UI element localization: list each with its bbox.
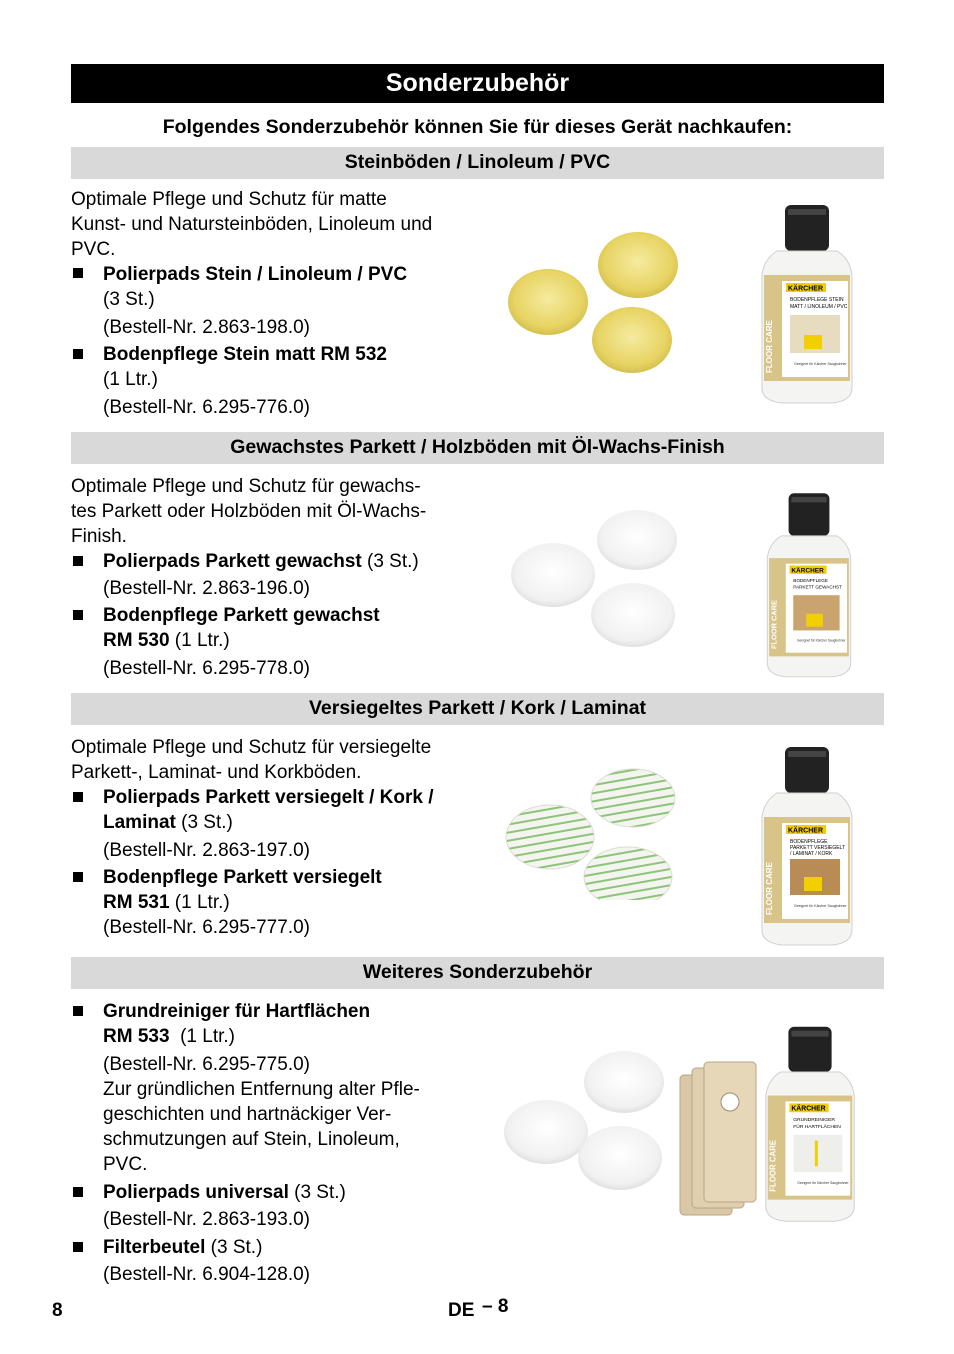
list-item: Bodenpflege Stein matt RM 532 (1 Ltr.) (Bestell-Nr. 6.295-776.0) (103, 344, 387, 418)
list-item: Polierpads Parkett versiegelt / Kork / Laminat (3 St.) (Bestell-Nr. 2.863-197.0) (103, 787, 434, 861)
section-heading-stone: Steinböden / Linoleum / PVC (71, 147, 884, 179)
polishing-pads-yellow-image (500, 210, 720, 380)
polishing-pads-white-image (505, 505, 690, 655)
polishing-pads-green-image (500, 765, 685, 900)
svg-text:FLOOR CARE: FLOOR CARE (765, 862, 774, 915)
svg-text:Geeignet für Kärcher Saugbohne: Geeignet für Kärcher Saugbohner (794, 362, 847, 366)
svg-text:KÄRCHER: KÄRCHER (791, 1105, 826, 1113)
bullet-icon (73, 1242, 83, 1252)
bottle-rm533-image (756, 1020, 864, 1228)
list-item: Bodenpflege Parkett versiegelt RM 531 (1 Ltr.) (Bestell-Nr. 6.295-777.0) (103, 867, 382, 938)
svg-text:/ LAMINAT / KORK: / LAMINAT / KORK (790, 851, 833, 857)
svg-text:Geeignet für Kärcher Saugbohne: Geeignet für Kärcher Saugbohner (797, 1180, 849, 1185)
section-heading-waxed-parquet: Gewachstes Parkett / Holzböden mit Öl-Wachs-Finish (71, 432, 884, 464)
bullet-icon (73, 268, 83, 278)
list-item: Grundreiniger für Hartflächen RM 533 (1 Ltr.) (Bestell-Nr. 6.295-775.0) Zur gründlichen Entfernung alter Pfle- geschichten und hartnäckiger Ver- schmutzungen auf Stein, Linoleum, PVC. (103, 1001, 420, 1175)
svg-text:BODENPFLEGE STEIN: BODENPFLEGE STEIN (790, 297, 844, 303)
section-heading-further-accessories: Weiteres Sonderzubehör (71, 957, 884, 989)
bullet-icon (73, 792, 83, 802)
list-item: Bodenpflege Parkett gewachst RM 530 (1 Ltr.) (Bestell-Nr. 6.295-778.0) (103, 605, 380, 679)
svg-text:FLOOR CARE: FLOOR CARE (765, 320, 774, 373)
svg-text:PARKETT VERSIEGELT: PARKETT VERSIEGELT (790, 845, 846, 851)
pads-and-filter-bags-image (500, 1040, 760, 1225)
bullet-icon (73, 1187, 83, 1197)
bullet-icon (73, 610, 83, 620)
svg-text:BODENPFLEGE: BODENPFLEGE (790, 839, 828, 845)
svg-text:KÄRCHER: KÄRCHER (788, 285, 823, 293)
svg-text:KÄRCHER: KÄRCHER (788, 827, 823, 835)
svg-text:Geeignet für Kärcher Saugbohne: Geeignet für Kärcher Saugbohner (796, 638, 846, 643)
svg-text:Geeignet für Kärcher Saugbohne: Geeignet für Kärcher Saugbohner (794, 904, 847, 908)
section-heading-sealed-parquet: Versiegeltes Parkett / Kork / Laminat (71, 693, 884, 725)
bullet-icon (73, 872, 83, 882)
svg-text:PARKETT GEWACHST: PARKETT GEWACHST (793, 584, 842, 590)
list-item: Filterbeutel (3 St.) (Bestell-Nr. 6.904-128.0) (103, 1237, 310, 1285)
language-code: DE (448, 1300, 475, 1321)
svg-text:KÄRCHER: KÄRCHER (791, 567, 824, 575)
list-item: Polierpads Parkett gewachst (3 St.) (Bestell-Nr. 2.863-196.0) (103, 551, 419, 599)
svg-text:GRUNDREINIGER: GRUNDREINIGER (793, 1118, 835, 1124)
svg-text:BODENPFLEGE: BODENPFLEGE (793, 578, 828, 584)
bottle-rm530-image (758, 487, 860, 683)
page-title: Sonderzubehör (71, 64, 884, 103)
bullet-icon (73, 1006, 83, 1016)
svg-text:FLOOR CARE: FLOOR CARE (768, 1139, 778, 1192)
page-number-left: 8 (52, 1300, 63, 1321)
svg-text:FLOOR CARE: FLOOR CARE (769, 600, 779, 649)
svg-text:FÜR HARTFLÄCHEN: FÜR HARTFLÄCHEN (793, 1124, 841, 1130)
page-number-right: – 8 (482, 1296, 509, 1317)
list-item: Polierpads universal (3 St.) (Bestell-Nr. 2.863-193.0) (103, 1182, 346, 1230)
section-intro: Optimale Pflege und Schutz für matte Kunst- und Natursteinböden, Linoleum und PVC. (71, 189, 433, 260)
section-intro: Optimale Pflege und Schutz für gewachs- tes Parkett oder Holzböden mit Öl-Wachs- Finish. (71, 476, 427, 547)
page-subtitle: Folgendes Sonderzubehör können Sie für dieses Gerät nachkaufen: (162, 116, 793, 138)
bottle-rm531-image (752, 744, 862, 948)
bullet-icon (73, 556, 83, 566)
section-intro: Optimale Pflege und Schutz für versiegelte Parkett-, Laminat- und Korkböden. (71, 737, 432, 783)
svg-text:MATT / LINOLEUM / PVC: MATT / LINOLEUM / PVC (790, 304, 848, 310)
bottle-rm532-image (752, 203, 862, 405)
bullet-icon (73, 349, 83, 359)
list-item: Polierpads Stein / Linoleum / PVC (3 St.) (Bestell-Nr. 2.863-198.0) (103, 264, 408, 338)
filter-bag-icon (680, 1062, 756, 1215)
